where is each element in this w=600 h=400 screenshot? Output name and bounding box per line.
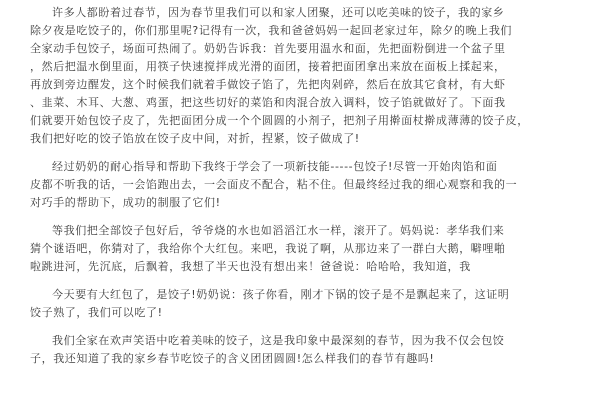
- paragraph-3: [30, 222, 574, 276]
- paragraph-spacer: [30, 148, 574, 158]
- paragraph-2: [30, 158, 574, 212]
- paragraph-spacer: [30, 212, 574, 222]
- text-line: 我们全家在欢声笑语中吃着美味的饺子，这是我印象中最深刻的春节，因为我不仅会包饺: [52, 334, 505, 347]
- text-line: 对巧手的帮助下，成功的制服了它们!: [30, 196, 221, 209]
- text-line: 皮都不听我的话，一会馅跑出去，一会面皮不配合，粘不住。但最终经过我的细心观察和我的一: [30, 178, 518, 191]
- text-line: 再放到旁边醒发，这个时候我们就着手做饺子馅了，先把肉剁碎，然后在放其它食材，有大虾: [30, 78, 506, 91]
- text-line: 猜个谜语吧，你猜对了，我给你个大红包。来吧，我说了啊，从那边来了一群白大鹅，噼哩啪: [30, 242, 506, 255]
- text-line: 、韭菜、木耳、大葱、鸡蛋，把这些切好的菜馅和肉混合放入调料，饺子馅就做好了。下面我: [30, 96, 506, 109]
- text-line: 啦跳进河，先沉底，后飘着，我想了半天也没有想出来！爸爸说：哈哈哈，我知道，我: [30, 260, 471, 273]
- text-line: 除夕夜是吃饺子的，你们那里呢?记得有一次，我和爸爸妈妈一起回老家过年，除夕的晚上我们: [30, 24, 513, 37]
- text-line: 饺子熟了，我们可以吃了!: [30, 306, 163, 319]
- text-line: 许多人都盼着过春节，因为春节里我们可以和家人团聚，还可以吃美味的饺子，我的家乡: [52, 6, 505, 19]
- text-line: 我们把好吃的饺子馅放在饺子皮中间，对折，捏紧，饺子做成了!: [30, 132, 360, 145]
- paragraph-1: [30, 4, 574, 148]
- text-line: 经过奶奶的耐心指导和帮助下我终于学会了一项新技能-----包饺子!尽管一开始肉馅和面: [52, 160, 498, 173]
- paragraph-spacer: [30, 276, 574, 286]
- paragraph-4: [30, 286, 574, 322]
- text-line: 们就要开始包饺子皮了，先把面团分成一个个圆圆的小剂子，把剂子用擀面杖擀成薄薄的饺子皮，: [30, 114, 529, 127]
- text-line: 全家动手包饺子，场面可热闹了。奶奶告诉我：首先要用温水和面，先把面粉倒进一个盆子里: [30, 42, 506, 55]
- paragraph-5: [30, 332, 574, 368]
- text-line: ，然后把温水倒里面，用筷子快速搅拌成光滑的面团，接着把面团拿出来放在面板上揉起来，: [30, 60, 506, 73]
- text-line: 子，我还知道了我的家乡春节吃饺子的含义团团圆圆!怎么样我们的春节有趣吗!: [30, 352, 435, 365]
- text-line: 等我们把全部饺子包好后，爷爷烧的水也如滔滔江水一样，滚开了。妈妈说：孝华我们来: [52, 224, 505, 237]
- text-line: 今天要有大红包了，是饺子!奶奶说：孩子你看，刚才下锅的饺子是不是飘起来了，这证明: [52, 288, 510, 301]
- paragraph-spacer: [30, 322, 574, 332]
